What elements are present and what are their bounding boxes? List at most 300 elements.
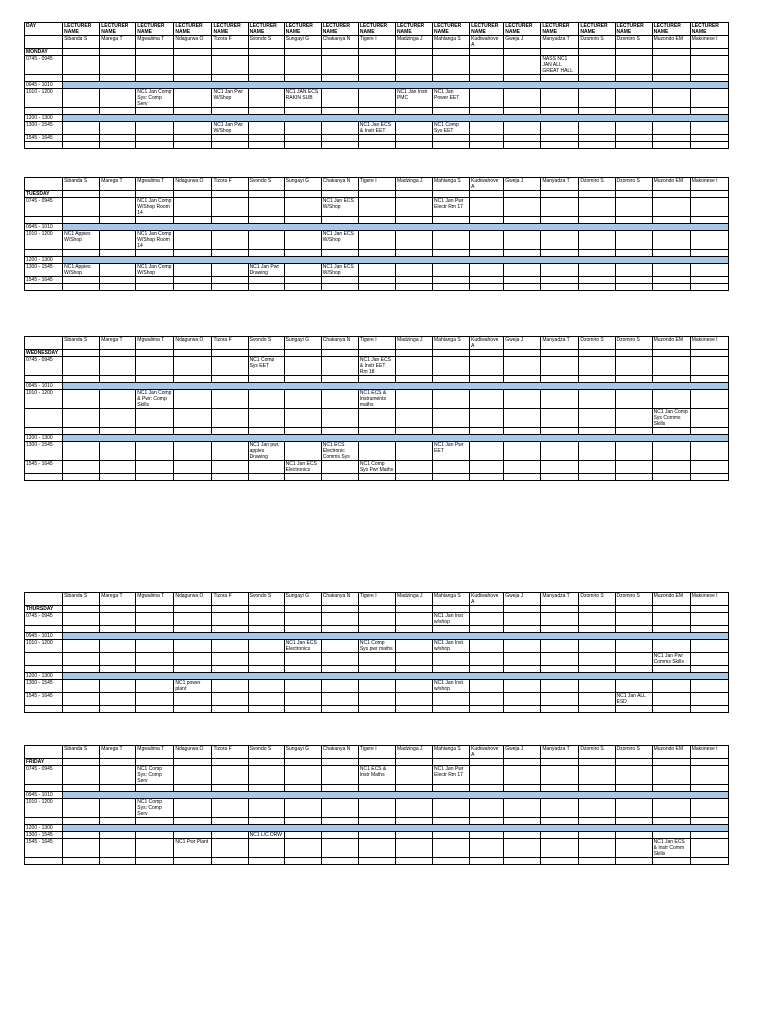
lecturer-header: LECTURER NAME [136, 23, 174, 36]
lecturer-name: Marega T [100, 746, 136, 759]
empty-cell [579, 653, 615, 666]
time-slot: 1010 - 1200 [25, 799, 63, 818]
empty-cell [615, 376, 652, 383]
lecturer-name: Dzomiro S [579, 36, 615, 49]
empty-cell [136, 680, 174, 693]
lecturer-name: Chakanya N [321, 178, 358, 191]
empty-cell [541, 231, 579, 250]
empty-cell [541, 217, 579, 224]
empty-cell [63, 89, 100, 108]
slot-row [25, 766, 729, 785]
empty-cell [358, 264, 395, 277]
empty-cell [321, 766, 358, 785]
empty-cell [321, 277, 358, 284]
empty-cell [136, 666, 174, 673]
empty-cell [174, 390, 212, 409]
empty-cell [212, 785, 248, 792]
time-slot: 0945 - 1010 [25, 224, 63, 231]
empty-cell [470, 350, 504, 357]
empty-cell [433, 75, 470, 82]
lecturer-name: Sungayi G [284, 178, 321, 191]
empty-cell [174, 198, 212, 217]
empty-cell [212, 75, 248, 82]
empty-cell [174, 759, 212, 766]
empty-cell [615, 613, 652, 626]
lecturer-name: Muzondo EM [652, 178, 690, 191]
empty-cell [541, 759, 579, 766]
class-cell: NC1 Jan Inst w/shop [433, 613, 470, 626]
spacer-row [25, 818, 729, 825]
empty-cell [25, 706, 63, 713]
empty-cell [212, 409, 248, 428]
empty-cell [470, 89, 504, 108]
empty-cell [284, 680, 321, 693]
empty-cell [63, 759, 100, 766]
empty-cell [395, 250, 432, 257]
empty-cell [504, 264, 541, 277]
lecturer-name: Kudiwahove A [470, 337, 504, 350]
slot-row [25, 135, 729, 142]
empty-cell [284, 135, 321, 142]
lecturer-name: Mahlanga S [433, 178, 470, 191]
empty-cell [25, 818, 63, 825]
empty-cell [321, 390, 358, 409]
class-cell: NC1 ECS & Instr Maths [358, 766, 395, 785]
slot-row [25, 442, 729, 461]
day-name-row [25, 49, 729, 56]
empty-cell [615, 640, 652, 653]
empty-cell [652, 832, 690, 839]
spacer-row [25, 706, 729, 713]
spacer-row [25, 108, 729, 115]
lecturer-name: Tizora F [212, 36, 248, 49]
day-name: FRIDAY [25, 759, 63, 766]
empty-cell [358, 706, 395, 713]
empty-cell [174, 231, 212, 250]
empty-cell [433, 626, 470, 633]
empty-cell [284, 474, 321, 481]
empty-cell [690, 839, 728, 858]
empty-cell [358, 108, 395, 115]
empty-cell [212, 613, 248, 626]
empty-cell [690, 108, 728, 115]
class-cell: NC1 Jan Comp Sys Comms Skills [652, 409, 690, 428]
empty-cell [615, 839, 652, 858]
empty-cell [690, 135, 728, 142]
empty-cell [652, 264, 690, 277]
empty-cell [174, 191, 212, 198]
empty-cell [248, 759, 284, 766]
lecturer-name: Dzomiro S [615, 36, 652, 49]
empty-cell [63, 653, 100, 666]
empty-cell [284, 75, 321, 82]
empty-cell [504, 284, 541, 291]
empty-cell [100, 818, 136, 825]
empty-cell [652, 693, 690, 706]
class-cell: NC1 Jan Inst w/shop [433, 680, 470, 693]
empty-cell [284, 56, 321, 75]
time-slot: 1300 - 1545 [25, 442, 63, 461]
lecturer-name: Mgwalima T [136, 337, 174, 350]
empty-cell [615, 461, 652, 474]
lunch-row [25, 115, 729, 122]
empty-cell [25, 250, 63, 257]
lecturer-name: Muzondo EM [652, 593, 690, 606]
empty-cell [212, 766, 248, 785]
empty-cell [63, 858, 100, 865]
empty-cell [504, 759, 541, 766]
empty-cell [248, 49, 284, 56]
lecturer-name: Manyadza T [541, 746, 579, 759]
class-cell: NC1 Jan Inst w/shop [433, 640, 470, 653]
empty-cell [433, 818, 470, 825]
empty-cell [652, 49, 690, 56]
empty-cell [470, 693, 504, 706]
lecturer-name: Chakanya N [321, 746, 358, 759]
day-table-monday [24, 22, 729, 149]
empty-cell [284, 350, 321, 357]
empty-cell [470, 284, 504, 291]
empty-cell [690, 461, 728, 474]
empty-cell [652, 818, 690, 825]
lecturer-name: Dzomiro S [615, 337, 652, 350]
time-slot: 1010 - 1200 [25, 231, 63, 250]
empty-cell [541, 680, 579, 693]
slot-row [25, 839, 729, 858]
empty-cell [25, 474, 63, 481]
lecturer-name: Mgwalima T [136, 746, 174, 759]
empty-cell [63, 357, 100, 376]
empty-cell [470, 839, 504, 858]
time-slot: 1010 - 1200 [25, 640, 63, 653]
lecturer-name: Svondo S [248, 36, 284, 49]
empty-cell [395, 653, 432, 666]
empty-cell [652, 799, 690, 818]
empty-cell [100, 142, 136, 149]
empty-cell [358, 442, 395, 461]
empty-cell [504, 376, 541, 383]
empty-cell [358, 198, 395, 217]
empty-cell [579, 108, 615, 115]
empty-cell [248, 217, 284, 224]
empty-cell [63, 693, 100, 706]
empty-cell [100, 766, 136, 785]
empty-cell [615, 390, 652, 409]
empty-cell [395, 428, 432, 435]
class-cell: NC1 Jan ECS W/Shop [321, 264, 358, 277]
empty-cell [690, 284, 728, 291]
empty-cell [63, 49, 100, 56]
lecturer-name: Dzomiro S [615, 593, 652, 606]
empty-cell [652, 390, 690, 409]
empty-cell [212, 832, 248, 839]
lecturer-names-row [25, 746, 729, 759]
lecturer-name: Marega T [100, 337, 136, 350]
empty-cell [100, 832, 136, 839]
empty-cell [433, 785, 470, 792]
empty-cell [615, 606, 652, 613]
time-slot: 1200 - 1300 [25, 825, 63, 832]
empty-cell [63, 785, 100, 792]
empty-cell [212, 142, 248, 149]
empty-cell [395, 108, 432, 115]
empty-cell [63, 626, 100, 633]
empty-cell [541, 135, 579, 142]
empty-cell [284, 759, 321, 766]
empty-cell [284, 250, 321, 257]
empty-cell [615, 799, 652, 818]
class-cell: NC1 L/C DRW [248, 832, 284, 839]
class-cell: NC1 Comp Sys pwr maths [358, 640, 395, 653]
empty-cell [174, 693, 212, 706]
empty-cell [690, 264, 728, 277]
empty-cell [284, 766, 321, 785]
empty-cell [25, 75, 63, 82]
empty-cell [504, 198, 541, 217]
empty-cell [470, 666, 504, 673]
empty-cell [690, 640, 728, 653]
empty-cell [579, 231, 615, 250]
empty-cell [174, 818, 212, 825]
empty-cell [470, 474, 504, 481]
empty-cell [504, 839, 541, 858]
empty-cell [395, 390, 432, 409]
empty-cell [212, 277, 248, 284]
empty-cell [579, 680, 615, 693]
empty-cell [100, 250, 136, 257]
empty-cell [433, 277, 470, 284]
empty-cell [100, 217, 136, 224]
empty-cell [284, 653, 321, 666]
empty-cell [395, 442, 432, 461]
empty-cell [615, 474, 652, 481]
time-slot: 1010 - 1200 [25, 390, 63, 409]
empty-cell [615, 666, 652, 673]
slot-row [25, 89, 729, 108]
empty-cell [174, 376, 212, 383]
slot-row [25, 198, 729, 217]
empty-cell [136, 606, 174, 613]
empty-cell [470, 277, 504, 284]
slot-row [25, 680, 729, 693]
empty-cell [579, 442, 615, 461]
empty-cell [136, 442, 174, 461]
empty-cell [212, 56, 248, 75]
empty-cell [690, 613, 728, 626]
empty-cell [358, 606, 395, 613]
tea-break-band [63, 82, 729, 89]
lecturer-header: LECTURER NAME [395, 23, 432, 36]
empty-cell [63, 217, 100, 224]
empty-cell [212, 442, 248, 461]
slot-row [25, 231, 729, 250]
empty-cell [690, 474, 728, 481]
empty-cell [136, 858, 174, 865]
time-slot: 1300 - 1545 [25, 680, 63, 693]
empty-cell [395, 264, 432, 277]
empty-cell [136, 357, 174, 376]
empty-cell [541, 799, 579, 818]
empty-cell [470, 785, 504, 792]
time-slot: 1300 - 1545 [25, 122, 63, 135]
empty-cell [136, 653, 174, 666]
empty-cell [63, 428, 100, 435]
empty-cell [541, 357, 579, 376]
empty-cell [541, 474, 579, 481]
lecturer-name: Sungayi G [284, 593, 321, 606]
empty-cell [504, 640, 541, 653]
empty-cell [652, 461, 690, 474]
empty-cell [174, 626, 212, 633]
tea-break-band [63, 633, 729, 640]
empty-cell [579, 376, 615, 383]
empty-cell [652, 350, 690, 357]
class-cell: NC1 Jan Comp W/Shop Room 14 [136, 198, 174, 217]
lunch-band [63, 825, 729, 832]
empty-cell [470, 409, 504, 428]
lecturer-name: Tigere I [358, 337, 395, 350]
empty-cell [63, 135, 100, 142]
lecturer-name: Chakanya N [321, 337, 358, 350]
empty-cell [284, 785, 321, 792]
empty-cell [248, 785, 284, 792]
time-slot: 1200 - 1300 [25, 435, 63, 442]
empty-cell [248, 606, 284, 613]
empty-cell [652, 142, 690, 149]
empty-cell [358, 858, 395, 865]
empty-cell [100, 442, 136, 461]
empty-cell [100, 108, 136, 115]
empty-cell [433, 606, 470, 613]
time-slot: 1545 - 1645 [25, 135, 63, 142]
empty-cell [470, 108, 504, 115]
slot-row [25, 461, 729, 474]
empty-cell [433, 135, 470, 142]
empty-cell [541, 706, 579, 713]
empty-cell [652, 858, 690, 865]
empty-cell [358, 350, 395, 357]
empty-cell [652, 613, 690, 626]
empty-cell [25, 217, 63, 224]
empty-cell [690, 799, 728, 818]
slot-row [25, 693, 729, 706]
empty-cell [579, 818, 615, 825]
empty-cell [358, 191, 395, 198]
empty-cell [100, 135, 136, 142]
empty-cell [136, 135, 174, 142]
day-name-row [25, 606, 729, 613]
lecturer-name: Gweja J [504, 593, 541, 606]
empty-cell [100, 89, 136, 108]
empty-cell [433, 858, 470, 865]
lecturer-name: Gweja J [504, 36, 541, 49]
empty-cell [358, 613, 395, 626]
empty-cell [63, 766, 100, 785]
empty-cell [470, 428, 504, 435]
empty-cell [615, 264, 652, 277]
class-cell: NC1 Jan Pwr EET [433, 442, 470, 461]
day-name-row [25, 350, 729, 357]
tea-break-band [63, 792, 729, 799]
empty-cell [248, 250, 284, 257]
lecturer-name: Svondo S [248, 178, 284, 191]
empty-cell [541, 626, 579, 633]
empty-cell [579, 428, 615, 435]
empty-cell [579, 799, 615, 818]
empty-cell [321, 376, 358, 383]
empty-cell [579, 122, 615, 135]
lecturer-name: Mahlanga S [433, 337, 470, 350]
empty-cell [321, 799, 358, 818]
empty-cell [136, 191, 174, 198]
empty-cell [433, 217, 470, 224]
empty-cell [212, 49, 248, 56]
empty-cell [248, 284, 284, 291]
empty-cell [615, 409, 652, 428]
empty-cell [212, 759, 248, 766]
empty-cell [690, 75, 728, 82]
class-cell: NC1 Jan Instr PMC [395, 89, 432, 108]
empty-cell [504, 858, 541, 865]
lecturer-name: Dzomiro S [579, 178, 615, 191]
empty-cell [212, 653, 248, 666]
lecturer-name: Marega T [100, 178, 136, 191]
empty-cell [248, 653, 284, 666]
empty-cell [136, 785, 174, 792]
empty-cell [174, 357, 212, 376]
lunch-row [25, 825, 729, 832]
empty-cell [541, 858, 579, 865]
tea-break-band [63, 224, 729, 231]
empty-cell [248, 350, 284, 357]
lecturer-name: Tigere I [358, 178, 395, 191]
empty-cell [504, 461, 541, 474]
lecturer-name: Kudiwahove A [470, 593, 504, 606]
empty-cell [504, 680, 541, 693]
empty-cell [321, 759, 358, 766]
empty-cell [541, 653, 579, 666]
lecturer-name: Dzomiro S [579, 337, 615, 350]
lecturer-header: LECTURER NAME [652, 23, 690, 36]
empty-cell [690, 198, 728, 217]
empty-cell [25, 785, 63, 792]
empty-cell [504, 231, 541, 250]
slot-row [25, 832, 729, 839]
empty-cell [358, 680, 395, 693]
blank-cell [25, 178, 63, 191]
lunch-band [63, 673, 729, 680]
empty-cell [652, 284, 690, 291]
empty-cell [615, 56, 652, 75]
empty-cell [174, 49, 212, 56]
lecturer-name: Dzomiro S [579, 593, 615, 606]
empty-cell [321, 818, 358, 825]
empty-cell [615, 357, 652, 376]
empty-cell [100, 277, 136, 284]
empty-cell [174, 428, 212, 435]
empty-cell [358, 75, 395, 82]
time-slot: 1300 - 1545 [25, 264, 63, 277]
empty-cell [395, 284, 432, 291]
empty-cell [504, 693, 541, 706]
empty-cell [321, 606, 358, 613]
empty-cell [470, 818, 504, 825]
empty-cell [433, 49, 470, 56]
empty-cell [690, 350, 728, 357]
time-slot: 1200 - 1300 [25, 257, 63, 264]
empty-cell [321, 135, 358, 142]
tea-break-band [63, 383, 729, 390]
